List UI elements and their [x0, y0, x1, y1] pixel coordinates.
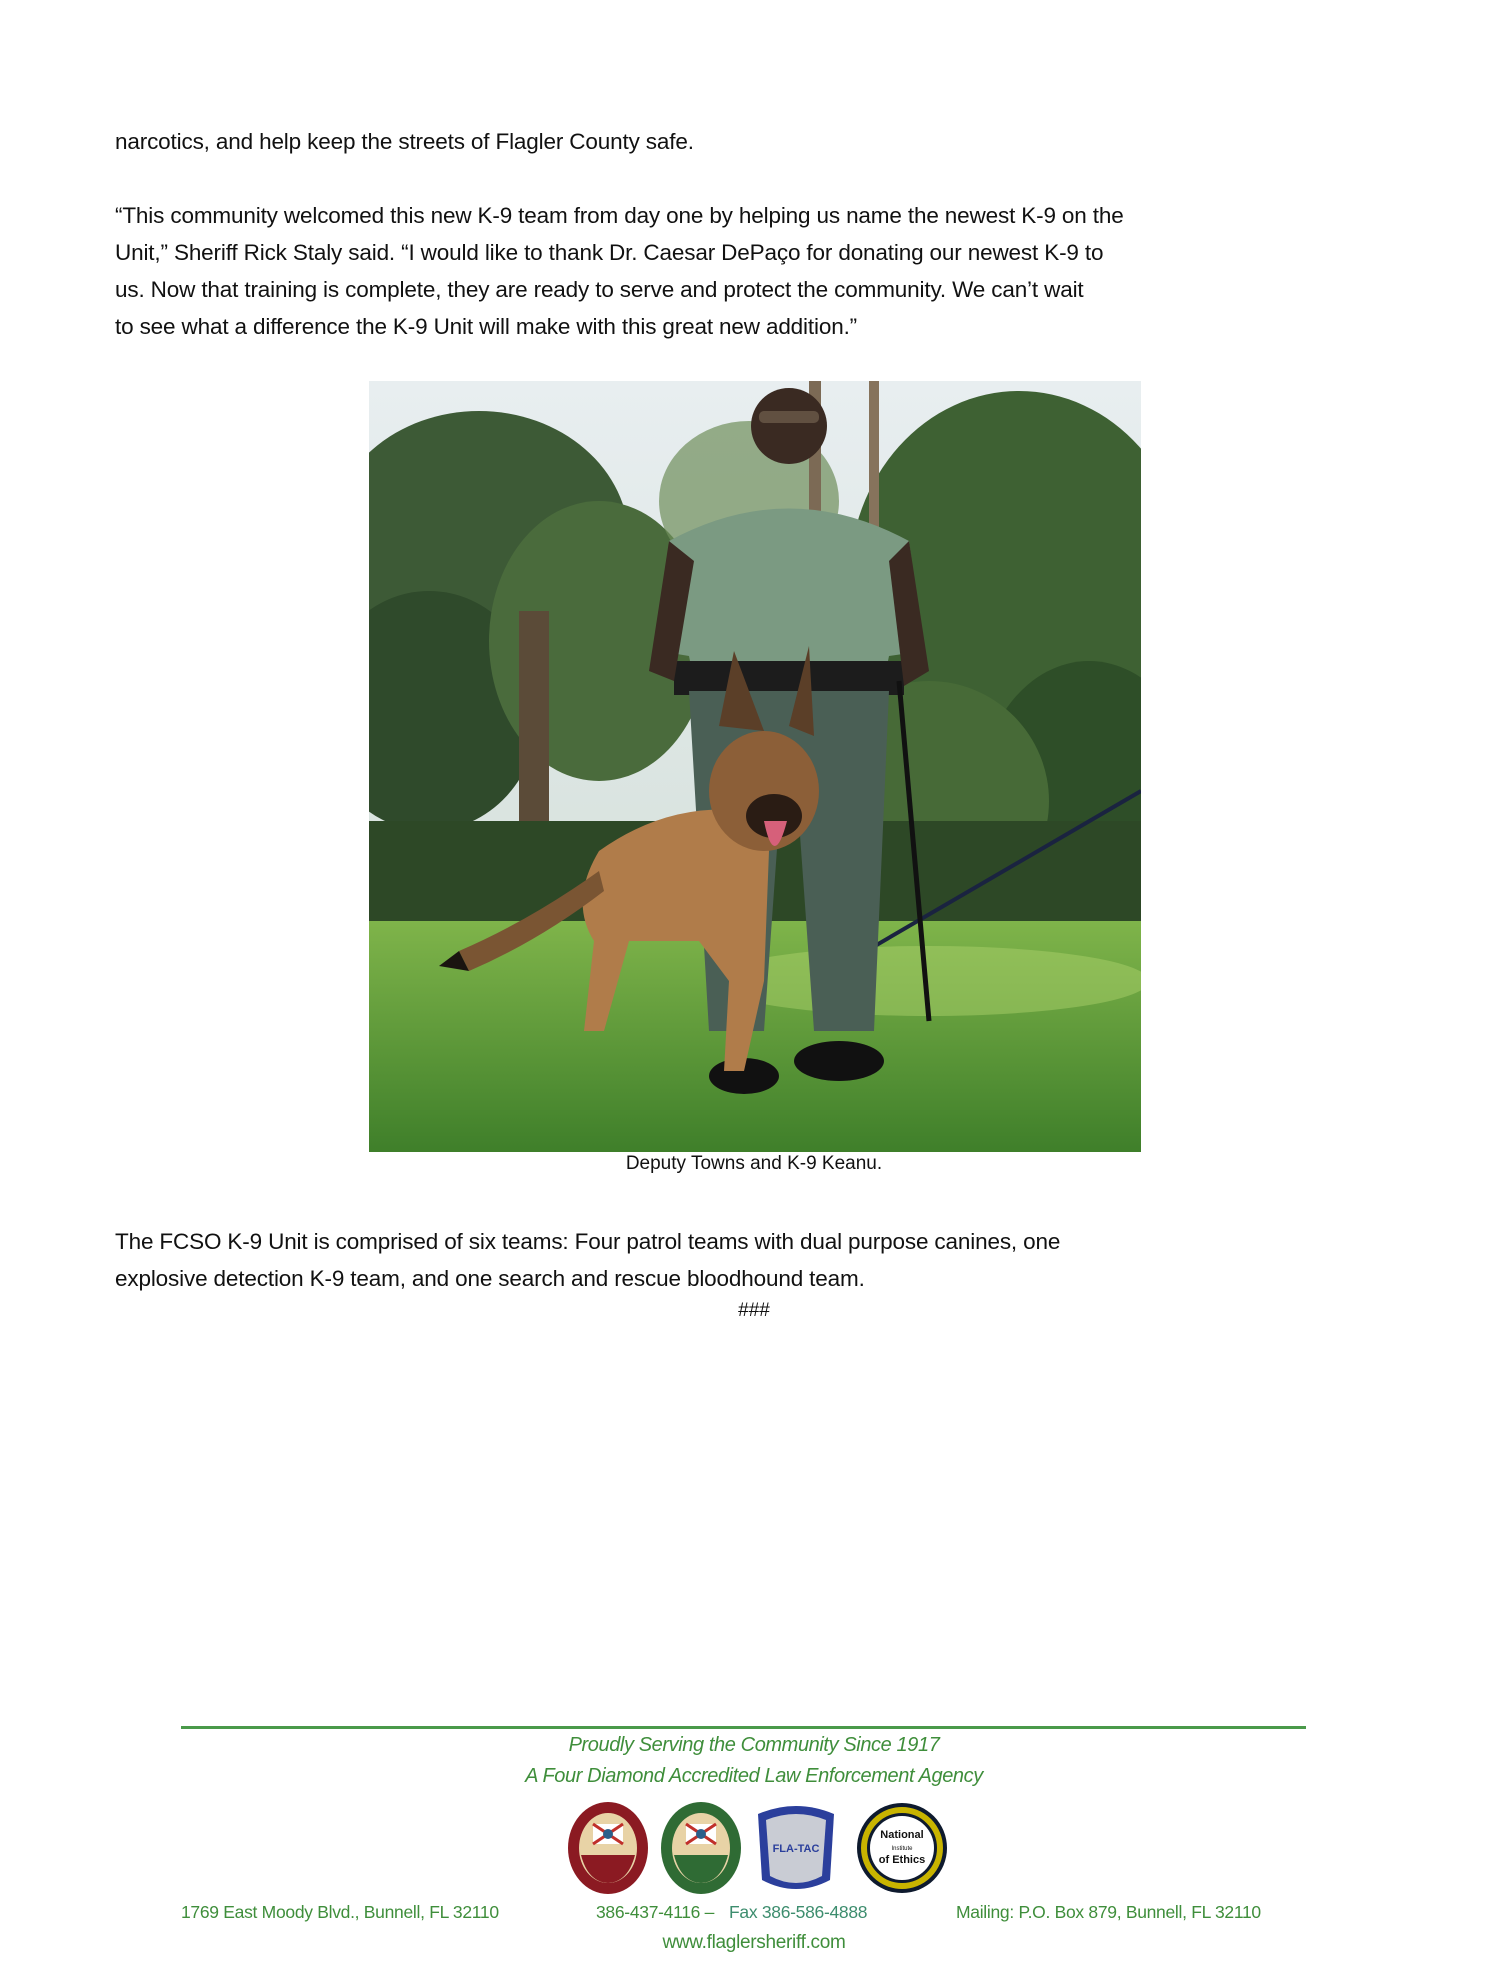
law-enforcement-accreditation-seal-green-icon: [659, 1800, 743, 1896]
text-line: The FCSO K-9 Unit is comprised of six teams: Four patrol teams with dual purpose canines, one: [115, 1229, 1061, 1254]
footer-phone: 386-437-4116 –: [596, 1902, 715, 1922]
deputy-and-k9-photo: [369, 381, 1141, 1152]
fla-tac-seal-icon: [750, 1800, 842, 1896]
photo-caption: Deputy Towns and K-9 Keanu.: [625, 1153, 883, 1174]
text-line: “This community welcomed this new K-9 team from day one by helping us name the newest K-9 on the: [115, 203, 1124, 228]
paragraph-3-unit-composition: [115, 1223, 1060, 1297]
footer-tagline-accreditation: A Four Diamond Accredited Law Enforcement Agency: [525, 1765, 983, 1787]
paragraph-2-sheriff-quote: [115, 197, 1124, 345]
photo-illustration: [369, 381, 1141, 1152]
footer-fax: Fax 386-586-4888: [729, 1902, 868, 1922]
accreditation-seals: [566, 1800, 950, 1896]
footer-street-address: 1769 East Moody Blvd., Bunnell, FL 32110: [181, 1902, 499, 1922]
national-institute-of-ethics-seal-icon: [854, 1800, 950, 1896]
seal-text-line: of Ethics: [878, 1854, 926, 1866]
footer-website-link[interactable]: www.flaglersheriff.com: [662, 1932, 846, 1953]
end-of-release-mark: ###: [738, 1300, 770, 1321]
footer-mailing-address: Mailing: P.O. Box 879, Bunnell, FL 32110: [956, 1902, 1261, 1922]
law-enforcement-accreditation-seal-red-icon: [566, 1800, 650, 1896]
footer-divider: [181, 1726, 1306, 1729]
text-line: Unit,” Sheriff Rick Staly said. “I would like to thank Dr. Caesar DePaço for donating our newest K-9 to: [115, 240, 1104, 265]
seal-text-line: Institute: [891, 1846, 913, 1852]
seal-text-line: National: [880, 1829, 924, 1841]
seal-text: FLA-TAC: [772, 1843, 820, 1855]
text-line: us. Now that training is complete, they are ready to serve and protect the community. We can’t wait: [115, 277, 1084, 302]
text-line: to see what a difference the K-9 Unit will make with this great new addition.”: [115, 314, 858, 339]
text-line: narcotics, and help keep the streets of Flagler County safe.: [115, 129, 694, 154]
text-line: explosive detection K-9 team, and one search and rescue bloodhound team.: [115, 1266, 865, 1291]
paragraph-1: [115, 123, 694, 160]
footer-contact-line: [181, 1902, 1331, 1926]
footer-tagline-since-1917: Proudly Serving the Community Since 1917: [568, 1734, 940, 1756]
